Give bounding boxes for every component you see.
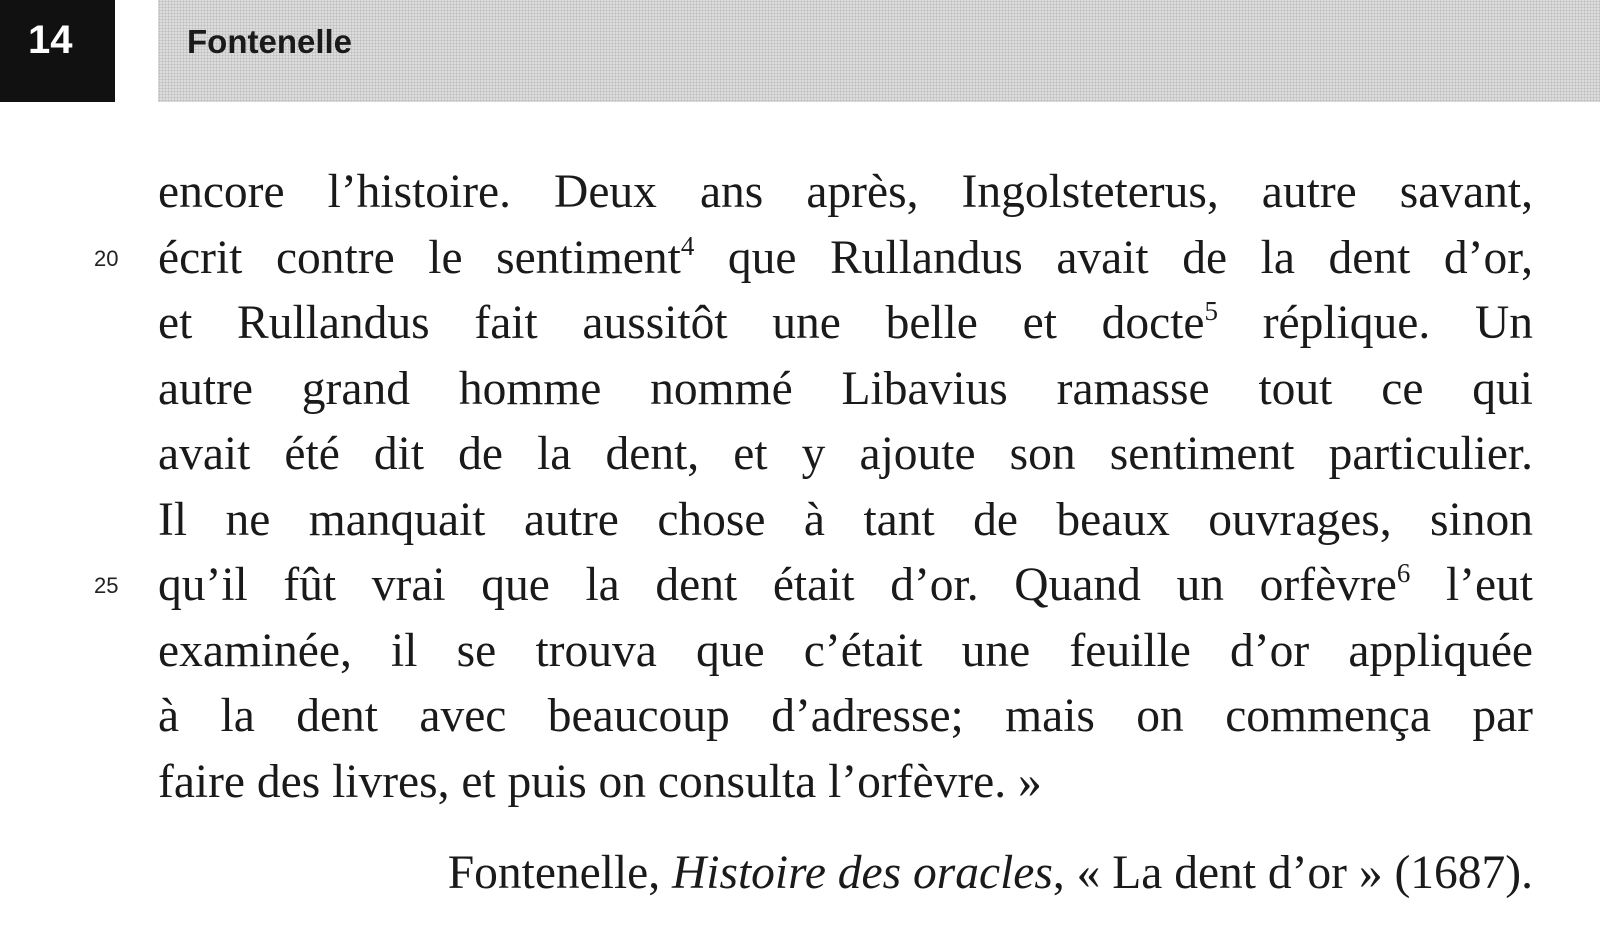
source-details: , « La dent d’or » (1687). — [1052, 847, 1533, 899]
text-line: autre grand homme nommé Libavius ramasse tout ce qui — [158, 362, 1533, 415]
text-line: à la dent avec beaucoup d’adresse; mais on commença par — [158, 690, 1533, 742]
line-number: 25 — [94, 573, 119, 598]
page-title: Fontenelle — [187, 23, 353, 60]
text-line: 25 qu’il fût vrai que la dent était d’or. Quand un orfèvre$^6$ l’eut — [158, 553, 1533, 619]
text-line: et Rullandus fait aussitôt une belle et docte$^5$ réplique. Un — [158, 296, 1533, 349]
text-line: Il ne manquait autre chose à tant de beaux ouvrages, sinon — [158, 493, 1533, 546]
text-line: faire des livres, et puis on consulta l’orfèvre. » — [158, 755, 1042, 808]
footnote-ref: 4 — [680, 230, 695, 261]
page-number: 14 — [28, 18, 73, 62]
text-line: encore l’histoire. Deux ans après, Ingolsteterus, autre savant, — [158, 166, 1533, 218]
footnote-ref: 6 — [1396, 558, 1411, 588]
source-author: Fontenelle, — [447, 847, 672, 899]
source-citation — [448, 843, 1533, 903]
text-line: examinée, il se trouva que c’était une feuille d’or appliquée — [158, 624, 1533, 677]
source-work: Histoire des oracles — [672, 847, 1053, 899]
text-line: 20 écrit contre le sentiment$^4$ que Rullandus avait de la dent d’or, — [158, 226, 1533, 292]
text-excerpt — [94, 160, 1534, 815]
text-line: avait été dit de la dent, et y ajoute son sentiment particulier. — [158, 428, 1533, 480]
footnote-ref: 5 — [1204, 296, 1218, 326]
line-number: 20 — [94, 245, 119, 271]
page-number-badge — [0, 0, 115, 102]
header-band — [158, 0, 1600, 102]
